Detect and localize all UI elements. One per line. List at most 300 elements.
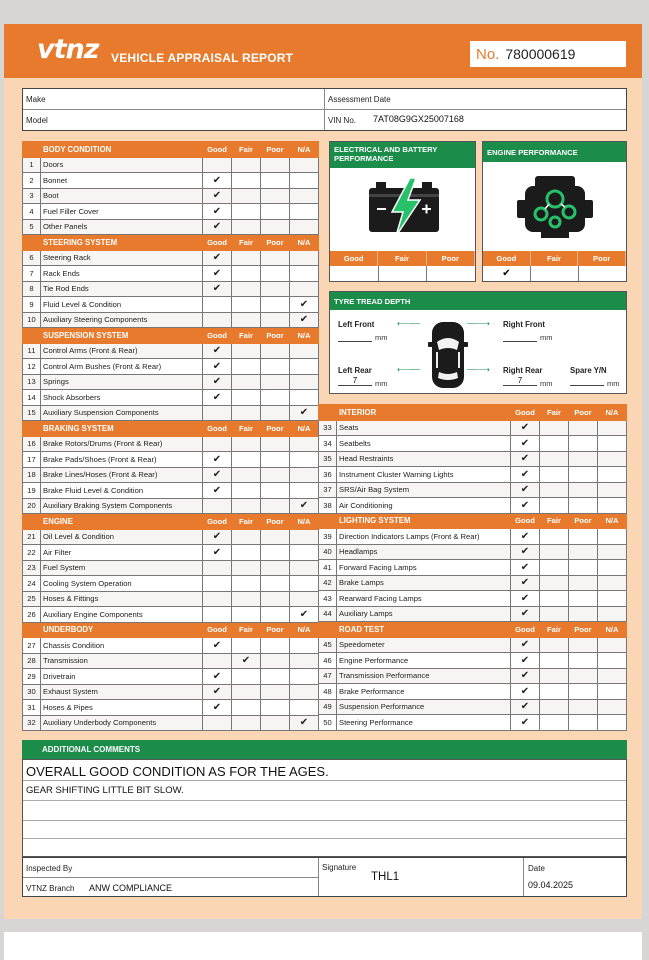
- date-label: Date: [528, 864, 545, 873]
- item-number: 44: [319, 606, 337, 622]
- rating-cell-fair[interactable]: [232, 297, 261, 313]
- item-label: Forward Facing Lamps: [337, 560, 511, 576]
- rating-cell-poor[interactable]: [261, 545, 290, 561]
- rating-cell-fair[interactable]: [232, 607, 261, 623]
- rating-cell-na[interactable]: [598, 482, 627, 498]
- rating-cell-fair[interactable]: [232, 638, 261, 654]
- report-header: [4, 24, 642, 78]
- rating-cell-na[interactable]: [290, 250, 319, 266]
- rating-cell-fair[interactable]: [232, 343, 261, 359]
- rating-cell-good[interactable]: [203, 312, 232, 328]
- rating-cell-na[interactable]: [290, 390, 319, 406]
- right-front-arrow-icon: ──⟶: [467, 319, 490, 328]
- item-label: Control Arms (Front & Rear): [41, 343, 203, 359]
- item-label: Auxiliary Steering Components: [41, 312, 203, 328]
- checklist-row: [319, 591, 627, 607]
- rating-cell-na[interactable]: [598, 544, 627, 560]
- electrical-poor-header: Poor: [427, 251, 475, 266]
- rating-cell-na[interactable]: [598, 498, 627, 514]
- rating-cell-good[interactable]: ✔: [511, 591, 540, 607]
- rating-cell-good[interactable]: ✔: [203, 219, 232, 235]
- rating-header-poor: Poor: [261, 235, 290, 251]
- rating-cell-good[interactable]: [203, 297, 232, 313]
- rating-cell-na[interactable]: [290, 591, 319, 607]
- rating-cell-poor[interactable]: [261, 250, 290, 266]
- rating-cell-poor[interactable]: [261, 266, 290, 282]
- item-label: Cooling System Operation: [41, 576, 203, 592]
- rating-cell-good[interactable]: ✔: [511, 467, 540, 483]
- rating-header-na: N/A: [598, 622, 627, 638]
- rating-cell-fair[interactable]: [540, 436, 569, 452]
- rating-cell-na[interactable]: [290, 266, 319, 282]
- rating-cell-good[interactable]: ✔: [511, 653, 540, 669]
- rating-cell-good[interactable]: ✔: [511, 699, 540, 715]
- rating-cell-na[interactable]: ✔: [290, 312, 319, 328]
- rating-cell-fair[interactable]: [540, 482, 569, 498]
- item-label: Brake Pads/Shoes (Front & Rear): [41, 452, 203, 468]
- rating-cell-good[interactable]: ✔: [203, 684, 232, 700]
- rating-cell-poor[interactable]: [569, 668, 598, 684]
- item-label: Fluid Level & Condition: [41, 297, 203, 313]
- rating-cell-na[interactable]: ✔: [290, 297, 319, 313]
- rating-cell-poor[interactable]: [569, 436, 598, 452]
- checklist-row: [23, 266, 319, 282]
- rating-cell-na[interactable]: [598, 451, 627, 467]
- rating-cell-na[interactable]: [598, 715, 627, 731]
- rating-cell-good[interactable]: [203, 607, 232, 623]
- rating-cell-good[interactable]: [203, 591, 232, 607]
- rating-cell-poor[interactable]: [261, 576, 290, 592]
- rating-cell-good[interactable]: ✔: [511, 668, 540, 684]
- rating-cell-poor[interactable]: [261, 297, 290, 313]
- rating-cell-fair[interactable]: [232, 483, 261, 499]
- rating-cell-fair[interactable]: [232, 467, 261, 483]
- checklist-row: [319, 715, 627, 731]
- rating-cell-poor[interactable]: [261, 312, 290, 328]
- item-label: Hoses & Pipes: [41, 700, 203, 716]
- rating-cell-poor[interactable]: [261, 405, 290, 421]
- checklist-row: [23, 669, 319, 685]
- rating-cell-na[interactable]: ✔: [290, 405, 319, 421]
- checklist-row: [23, 560, 319, 576]
- rating-cell-fair[interactable]: [540, 606, 569, 622]
- rating-cell-na[interactable]: [598, 467, 627, 483]
- rating-cell-fair[interactable]: [540, 668, 569, 684]
- rating-cell-poor[interactable]: [261, 188, 290, 204]
- rating-cell-good[interactable]: ✔: [203, 343, 232, 359]
- rating-cell-fair[interactable]: [232, 204, 261, 220]
- report-number-value: 780000619: [505, 46, 576, 62]
- rating-cell-fair[interactable]: ✔: [232, 653, 261, 669]
- car-topview-icon: [428, 318, 468, 390]
- rating-cell-na[interactable]: [598, 684, 627, 700]
- rating-cell-good[interactable]: [203, 715, 232, 731]
- rating-cell-na[interactable]: [290, 638, 319, 654]
- rating-cell-poor[interactable]: [569, 715, 598, 731]
- rating-cell-poor[interactable]: [569, 606, 598, 622]
- rating-cell-good[interactable]: ✔: [203, 188, 232, 204]
- rating-header-poor: Poor: [261, 328, 290, 344]
- rating-cell-poor[interactable]: [261, 715, 290, 731]
- engine-good-header: Good: [483, 251, 531, 266]
- rating-cell-na[interactable]: [290, 545, 319, 561]
- rating-cell-poor[interactable]: [569, 420, 598, 436]
- rating-cell-na[interactable]: [290, 653, 319, 669]
- checklist-row: [23, 390, 319, 406]
- rating-cell-poor[interactable]: [569, 451, 598, 467]
- rating-cell-good[interactable]: ✔: [511, 606, 540, 622]
- rating-cell-na[interactable]: [290, 343, 319, 359]
- rating-cell-fair[interactable]: [540, 637, 569, 653]
- rating-cell-poor[interactable]: [261, 638, 290, 654]
- right-rear-input[interactable]: 7: [503, 376, 537, 386]
- rating-cell-good[interactable]: ✔: [203, 529, 232, 545]
- rating-cell-na[interactable]: ✔: [290, 498, 319, 514]
- rating-cell-fair[interactable]: [540, 420, 569, 436]
- right-rear-unit: mm: [540, 379, 553, 388]
- next-page-edge: [4, 932, 642, 960]
- item-label: Auxiliary Suspension Components: [41, 405, 203, 421]
- rating-cell-fair[interactable]: [540, 653, 569, 669]
- rating-cell-good[interactable]: ✔: [511, 482, 540, 498]
- spare-input[interactable]: [570, 376, 604, 386]
- rating-cell-poor[interactable]: [569, 575, 598, 591]
- item-label: Brake Fluid Level & Condition: [41, 483, 203, 499]
- rating-cell-good[interactable]: ✔: [203, 250, 232, 266]
- spare-unit: mm: [607, 379, 620, 388]
- rating-cell-poor[interactable]: [261, 452, 290, 468]
- item-number: 42: [319, 575, 337, 591]
- rating-cell-fair[interactable]: [232, 157, 261, 173]
- checklist-row: [23, 700, 319, 716]
- rating-cell-poor[interactable]: [261, 669, 290, 685]
- rating-header-poor: Poor: [569, 622, 598, 638]
- rating-cell-fair[interactable]: [540, 498, 569, 514]
- rating-cell-fair[interactable]: [540, 684, 569, 700]
- checklist-row: [23, 157, 319, 173]
- rating-cell-poor[interactable]: [261, 653, 290, 669]
- rating-cell-poor[interactable]: [261, 436, 290, 452]
- rating-cell-poor[interactable]: [569, 699, 598, 715]
- rating-cell-good[interactable]: [203, 653, 232, 669]
- rating-cell-fair[interactable]: [232, 266, 261, 282]
- rating-cell-good[interactable]: [203, 560, 232, 576]
- rating-cell-poor[interactable]: [261, 173, 290, 189]
- rating-cell-fair[interactable]: [540, 544, 569, 560]
- left-section-header: [23, 328, 319, 344]
- rating-cell-na[interactable]: [598, 653, 627, 669]
- rating-cell-poor[interactable]: [261, 374, 290, 390]
- rating-cell-na[interactable]: [598, 560, 627, 576]
- rating-cell-fair[interactable]: [232, 250, 261, 266]
- make-label: Make: [26, 95, 46, 104]
- engine-fair-cell[interactable]: [531, 266, 579, 281]
- item-number: 5: [23, 219, 41, 235]
- rating-header-good: Good: [203, 142, 232, 158]
- rating-cell-good[interactable]: ✔: [511, 560, 540, 576]
- rating-cell-fair[interactable]: [232, 591, 261, 607]
- rating-cell-fair[interactable]: [232, 498, 261, 514]
- rating-cell-fair[interactable]: [232, 219, 261, 235]
- rating-cell-good[interactable]: ✔: [511, 498, 540, 514]
- rating-cell-good[interactable]: ✔: [511, 451, 540, 467]
- rating-cell-na[interactable]: [290, 281, 319, 297]
- section-title: STEERING SYSTEM: [41, 235, 203, 251]
- rating-cell-good[interactable]: ✔: [511, 544, 540, 560]
- rating-cell-na[interactable]: [290, 669, 319, 685]
- item-label: Brake Lamps: [337, 575, 511, 591]
- rating-cell-good[interactable]: ✔: [203, 204, 232, 220]
- electrical-good-cell[interactable]: [330, 266, 379, 281]
- rating-cell-na[interactable]: [290, 374, 319, 390]
- item-number: 24: [23, 576, 41, 592]
- rating-cell-poor[interactable]: [261, 529, 290, 545]
- rating-cell-fair[interactable]: [232, 436, 261, 452]
- rating-cell-fair[interactable]: [232, 700, 261, 716]
- rating-cell-good[interactable]: [203, 436, 232, 452]
- rating-cell-poor[interactable]: [569, 498, 598, 514]
- rating-cell-na[interactable]: [290, 157, 319, 173]
- rating-cell-fair[interactable]: [540, 529, 569, 545]
- rating-cell-na[interactable]: [290, 219, 319, 235]
- rating-cell-poor[interactable]: [261, 359, 290, 375]
- rating-cell-good[interactable]: ✔: [511, 529, 540, 545]
- rating-cell-fair[interactable]: [232, 452, 261, 468]
- item-number: 27: [23, 638, 41, 654]
- right-checklist-table: [318, 404, 627, 731]
- rating-cell-poor[interactable]: [261, 591, 290, 607]
- item-number: 8: [23, 281, 41, 297]
- rating-cell-poor[interactable]: [261, 390, 290, 406]
- item-number: 21: [23, 529, 41, 545]
- rating-cell-good[interactable]: ✔: [203, 173, 232, 189]
- rating-cell-good[interactable]: ✔: [203, 669, 232, 685]
- rating-cell-poor[interactable]: [261, 684, 290, 700]
- rating-cell-fair[interactable]: [232, 715, 261, 731]
- signature-label: Signature: [322, 863, 357, 872]
- item-number: 30: [23, 684, 41, 700]
- right-front-input[interactable]: [503, 332, 537, 342]
- rating-cell-fair[interactable]: [232, 576, 261, 592]
- rating-cell-na[interactable]: [290, 452, 319, 468]
- rating-cell-good[interactable]: ✔: [203, 374, 232, 390]
- rating-cell-na[interactable]: [598, 591, 627, 607]
- rating-cell-fair[interactable]: [232, 669, 261, 685]
- item-label: Auxiliary Braking System Components: [41, 498, 203, 514]
- rating-cell-poor[interactable]: [569, 467, 598, 483]
- rating-cell-na[interactable]: [290, 436, 319, 452]
- item-number: 15: [23, 405, 41, 421]
- rating-cell-na[interactable]: [598, 529, 627, 545]
- rating-cell-good[interactable]: ✔: [511, 684, 540, 700]
- rating-cell-good[interactable]: [203, 405, 232, 421]
- rating-cell-poor[interactable]: [261, 157, 290, 173]
- rating-cell-fair[interactable]: [232, 374, 261, 390]
- checklist-row: [319, 451, 627, 467]
- right-section-header: [319, 405, 627, 421]
- item-number: 46: [319, 653, 337, 669]
- rating-cell-fair[interactable]: [232, 281, 261, 297]
- rating-cell-na[interactable]: [290, 560, 319, 576]
- item-label: Brake Lines/Hoses (Front & Rear): [41, 467, 203, 483]
- rating-cell-na[interactable]: [290, 483, 319, 499]
- rating-cell-fair[interactable]: [540, 575, 569, 591]
- rating-cell-fair[interactable]: [540, 560, 569, 576]
- rating-cell-poor[interactable]: [261, 204, 290, 220]
- rating-cell-na[interactable]: [598, 699, 627, 715]
- rating-header-poor: Poor: [261, 622, 290, 638]
- rating-header-good: Good: [511, 405, 540, 421]
- rating-cell-fair[interactable]: [232, 188, 261, 204]
- model-label: Model: [26, 116, 48, 125]
- item-number: 45: [319, 637, 337, 653]
- report-number-label: No.: [476, 46, 500, 63]
- rating-cell-fair[interactable]: [540, 715, 569, 731]
- rating-cell-poor[interactable]: [569, 591, 598, 607]
- rating-cell-good[interactable]: ✔: [511, 436, 540, 452]
- item-number: 37: [319, 482, 337, 498]
- checklist-row: [319, 436, 627, 452]
- item-label: Suspension Performance: [337, 699, 511, 715]
- rating-cell-fair[interactable]: [540, 699, 569, 715]
- rating-cell-na[interactable]: [290, 576, 319, 592]
- rating-cell-na[interactable]: [598, 575, 627, 591]
- left-rear-label: Left Rear: [338, 366, 372, 375]
- rating-cell-na[interactable]: [598, 637, 627, 653]
- rating-cell-fair[interactable]: [232, 312, 261, 328]
- rating-cell-good[interactable]: ✔: [203, 638, 232, 654]
- rating-cell-good[interactable]: ✔: [203, 452, 232, 468]
- rating-header-good: Good: [511, 513, 540, 529]
- item-number: 40: [319, 544, 337, 560]
- rating-cell-fair[interactable]: [540, 451, 569, 467]
- rating-cell-good[interactable]: [203, 498, 232, 514]
- rating-cell-poor[interactable]: [261, 483, 290, 499]
- engine-poor-cell[interactable]: [579, 266, 626, 281]
- checklist-row: [23, 653, 319, 669]
- rating-cell-poor[interactable]: [261, 343, 290, 359]
- rating-cell-na[interactable]: ✔: [290, 607, 319, 623]
- item-number: 43: [319, 591, 337, 607]
- rating-cell-poor[interactable]: [261, 281, 290, 297]
- rating-cell-poor[interactable]: [569, 482, 598, 498]
- rating-header-na: N/A: [290, 421, 319, 437]
- tyre-tread-panel: [329, 291, 627, 394]
- checklist-row: [319, 668, 627, 684]
- rating-cell-good[interactable]: ✔: [511, 420, 540, 436]
- rating-cell-fair[interactable]: [232, 560, 261, 576]
- rating-cell-good[interactable]: ✔: [203, 545, 232, 561]
- rating-cell-poor[interactable]: [261, 560, 290, 576]
- rating-cell-poor[interactable]: [569, 684, 598, 700]
- electrical-poor-cell[interactable]: [427, 266, 475, 281]
- rating-cell-good[interactable]: ✔: [511, 715, 540, 731]
- rating-cell-na[interactable]: [598, 606, 627, 622]
- item-label: Exhaust System: [41, 684, 203, 700]
- section-title: ENGINE: [41, 514, 203, 530]
- comments-box[interactable]: [22, 759, 627, 857]
- item-label: Engine Performance: [337, 653, 511, 669]
- checklist-row: [23, 405, 319, 421]
- rating-cell-good[interactable]: ✔: [203, 359, 232, 375]
- rating-cell-poor[interactable]: [569, 560, 598, 576]
- item-number: 41: [319, 560, 337, 576]
- electrical-fair-cell[interactable]: [379, 266, 428, 281]
- rating-cell-na[interactable]: [290, 204, 319, 220]
- rating-cell-fair[interactable]: [232, 545, 261, 561]
- engine-good-cell[interactable]: ✔: [483, 266, 531, 281]
- item-label: Rack Ends: [41, 266, 203, 282]
- checklist-row: [23, 343, 319, 359]
- item-number: 34: [319, 436, 337, 452]
- rating-cell-good[interactable]: ✔: [511, 637, 540, 653]
- rating-cell-fair[interactable]: [232, 529, 261, 545]
- rating-header-fair: Fair: [540, 405, 569, 421]
- rating-cell-poor[interactable]: [261, 700, 290, 716]
- left-checklist-table: [22, 141, 319, 731]
- rating-cell-poor[interactable]: [261, 607, 290, 623]
- rating-cell-poor[interactable]: [569, 637, 598, 653]
- item-label: Auxiliary Engine Components: [41, 607, 203, 623]
- rating-cell-na[interactable]: [290, 359, 319, 375]
- rating-cell-good[interactable]: ✔: [203, 266, 232, 282]
- rating-cell-fair[interactable]: [540, 591, 569, 607]
- item-number: 4: [23, 204, 41, 220]
- rating-cell-na[interactable]: [290, 700, 319, 716]
- rating-cell-poor[interactable]: [569, 544, 598, 560]
- rating-cell-fair[interactable]: [540, 467, 569, 483]
- rating-cell-na[interactable]: [598, 420, 627, 436]
- rating-cell-fair[interactable]: [232, 684, 261, 700]
- rating-cell-good[interactable]: ✔: [203, 483, 232, 499]
- rating-cell-poor[interactable]: [261, 467, 290, 483]
- item-number: 1: [23, 157, 41, 173]
- rating-cell-poor[interactable]: [569, 653, 598, 669]
- electrical-good-header: Good: [330, 251, 378, 266]
- rating-cell-fair[interactable]: [232, 359, 261, 375]
- rating-cell-na[interactable]: [290, 467, 319, 483]
- rating-cell-fair[interactable]: [232, 405, 261, 421]
- rating-cell-good[interactable]: ✔: [203, 281, 232, 297]
- rating-cell-na[interactable]: [290, 529, 319, 545]
- rating-cell-good[interactable]: ✔: [203, 467, 232, 483]
- rating-cell-poor[interactable]: [261, 219, 290, 235]
- rating-cell-na[interactable]: [290, 684, 319, 700]
- rating-cell-na[interactable]: [290, 173, 319, 189]
- rating-cell-na[interactable]: [598, 668, 627, 684]
- left-front-input[interactable]: [338, 332, 372, 342]
- rating-cell-good[interactable]: ✔: [511, 575, 540, 591]
- checklist-row: [23, 591, 319, 607]
- rating-cell-poor[interactable]: [569, 529, 598, 545]
- electrical-rating-header: [330, 251, 475, 266]
- rating-header-na: N/A: [598, 513, 627, 529]
- rating-cell-na[interactable]: [598, 436, 627, 452]
- item-number: 26: [23, 607, 41, 623]
- checklist-row: [23, 219, 319, 235]
- rating-cell-good[interactable]: ✔: [203, 390, 232, 406]
- rating-cell-good[interactable]: ✔: [203, 700, 232, 716]
- rating-cell-good[interactable]: [203, 157, 232, 173]
- rating-cell-fair[interactable]: [232, 173, 261, 189]
- rating-cell-fair[interactable]: [232, 390, 261, 406]
- rating-cell-poor[interactable]: [261, 498, 290, 514]
- left-rear-input[interactable]: 7: [338, 376, 372, 386]
- rating-cell-na[interactable]: [290, 188, 319, 204]
- rating-cell-good[interactable]: [203, 576, 232, 592]
- item-number: 35: [319, 451, 337, 467]
- rating-cell-na[interactable]: ✔: [290, 715, 319, 731]
